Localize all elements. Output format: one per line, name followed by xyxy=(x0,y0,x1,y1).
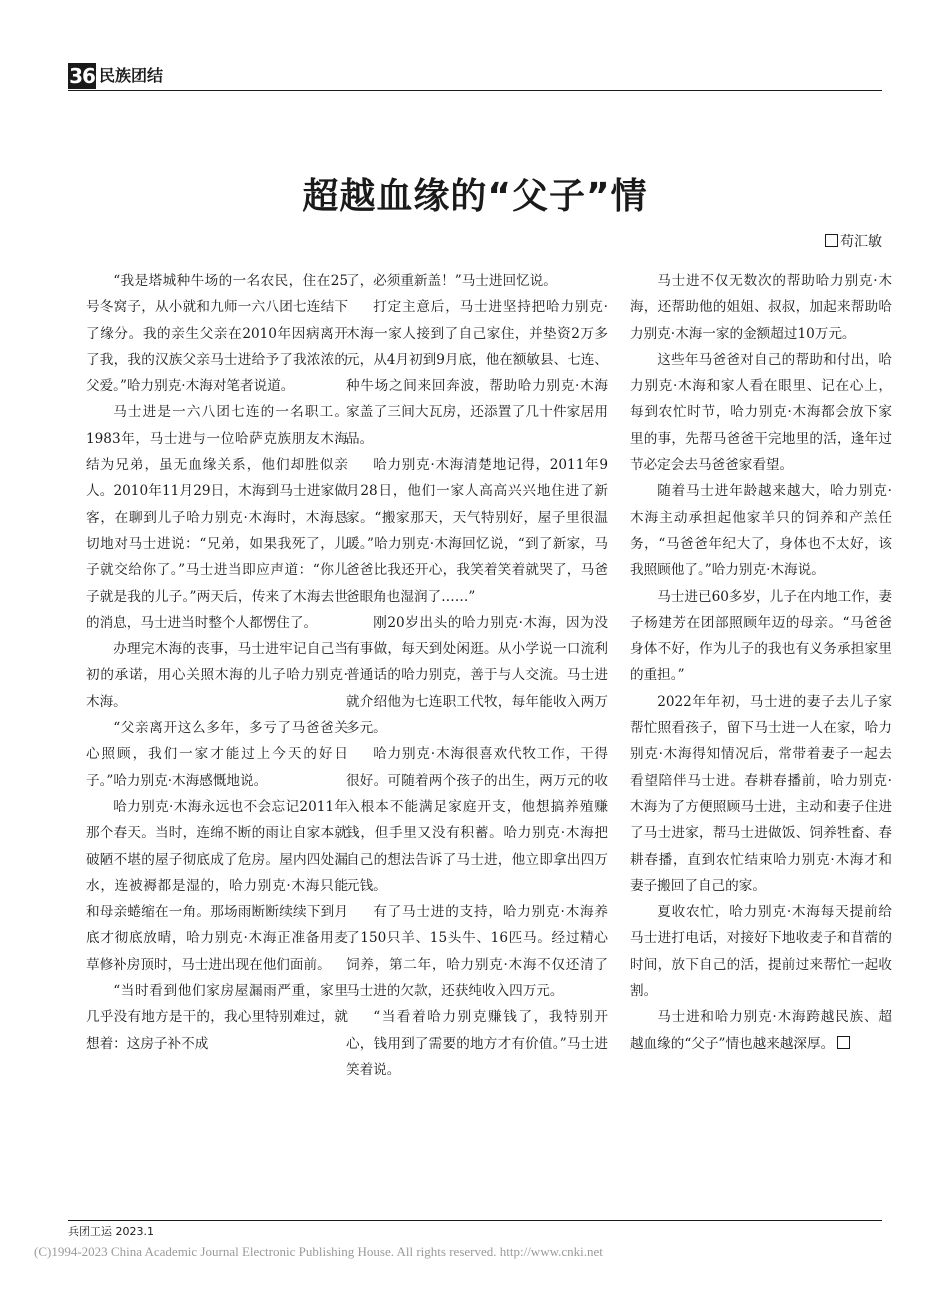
paragraph: 随着马士进年龄越来越大，哈力别克·木海主动承担起他家羊只的饲养和产羔任务，“马爸爸年纪大了，身体也不太好，该我照顾他了。”哈力别克·木海说。 xyxy=(630,483,892,579)
paragraph: 哈力别克·木海清楚地记得，2011年9月28日，他们一家人高高兴兴地住进了新家。“搬家那天，天气特别好，屋子里很温暖。”哈力别克·木海回忆说，“到了新家，马爸爸比我还开心，我笑着笑着就哭了，马爸爸眼角也湿润了……” xyxy=(346,457,608,605)
header-divider xyxy=(68,90,882,91)
paragraph-text: 马士进和哈力别克·木海跨越民族、超越血缘的“父子”情也越来越深厚。 xyxy=(630,1009,892,1052)
paragraph: 马士进是一六八团七连的一名职工。1983年，马士进与一位哈萨克族朋友木海结为兄弟，虽无血缘关系，他们却胜似亲人。2010年11月29日，木海到马士进家做客，在聊到儿子哈力别克·木海时，木海恳切地对马士进说：“兄弟，如果我死了，儿子就交给你了。”马士进当即应声道：“你儿子就是我的儿子。”两天后，传来了木海去世的消息，马士进当时整个人都愣住了。 xyxy=(86,404,348,631)
paragraph: 马士进不仅无数次的帮助哈力别克·木海，还帮助他的姐姐、叔叔，加起来帮助哈力别克·木海一家的金额超过10万元。 xyxy=(630,273,892,342)
article-column-3 xyxy=(630,268,892,1057)
author-byline xyxy=(825,231,882,251)
journal-footer: 兵团工运 2023.1 xyxy=(68,1225,154,1238)
copyright-watermark: (C)1994-2023 China Academic Journal Electronic Publishing House. All rights reserved. http://www.cnki.net xyxy=(34,1244,603,1259)
author-name: 苟汇敏 xyxy=(840,234,882,250)
article-column-2 xyxy=(346,268,608,1083)
end-mark-icon xyxy=(837,1036,850,1049)
paragraph: 夏收农忙，哈力别克·木海每天提前给马士进打电话，对接好下地收麦子和苜蓿的时间，放下自己的活，提前过来帮忙一起收割。 xyxy=(630,904,892,1000)
author-box-icon xyxy=(825,234,838,247)
paragraph: “当时看到他们家房屋漏雨严重，家里几乎没有地方是干的，我心里特别难过，就想着：这房子补不成 xyxy=(86,983,348,1052)
section-title: 民族团结 xyxy=(99,66,164,85)
paragraph: 2022年年初，马士进的妻子去儿子家帮忙照看孩子，留下马士进一人在家，哈力别克·木海得知情况后，常带着妻子一起去看望陪伴马士进。春耕春播前，哈力别克·木海为了方便照顾马士进，主动和妻子住进了马士进家，帮马士进做饭、饲养牲畜、春耕春播，直到农忙结束哈力别克·木海才和妻子搬回了自己的家。 xyxy=(630,693,892,894)
paragraph: “当看着哈力别克赚钱了，我特别开心，钱用到了需要的地方才有价值。”马士进笑着说。 xyxy=(346,1009,608,1078)
paragraph: 刚20岁出头的哈力别克·木海，因为没有事做，每天到处闲逛。从小学说一口流利普通话的哈力别克，善于与人交流。马士进就介绍他为七连职工代牧，每年能收入两万多元。 xyxy=(346,614,608,737)
paragraph: 打定主意后，马士进坚持把哈力别克·木海一家人接到了自己家住，并垫资2万多元，从4月初到9月底，他在额敏县、七连、种牛场之间来回奔波，帮助哈力别克·木海家盖了三间大瓦房，还添置了几十件家居用品。 xyxy=(346,299,608,447)
paragraph: 这些年马爸爸对自己的帮助和付出，哈力别克·木海和家人看在眼里、记在心上，每到农忙时节，哈力别克·木海都会放下家里的事，先帮马爸爸干完地里的活，逢年过节必定会去马爸爸家看望。 xyxy=(630,351,892,474)
paragraph-final xyxy=(630,1004,892,1057)
paragraph-continuation: 了，必须重新盖！”马士进回忆说。 xyxy=(346,273,557,289)
page-header xyxy=(68,63,882,89)
paragraph: 马士进已60多岁，儿子在内地工作，妻子杨建芳在团部照顾年迈的母亲。“马爸爸身体不好，作为儿子的我也有义务承担家里的重担。” xyxy=(630,588,892,684)
footer-divider xyxy=(68,1220,882,1221)
page-number: 36 xyxy=(69,64,95,88)
paragraph: 哈力别克·木海永远也不会忘记2011年那个春天。当时，连绵不断的雨让自家本就破陋不堪的屋子彻底成了危房。屋内四处漏水，连被褥都是湿的，哈力别克·木海只能和母亲蜷缩在一角。那场雨断断续续下到月底才彻底放晴，哈力别克·木海正准备用麦草修补房顶时，马士进出现在他们面前。 xyxy=(86,798,348,973)
paragraph: 哈力别克·木海很喜欢代牧工作，干得很好。可随着两个孩子的出生，两万元的收入根本不能满足家庭开支，他想搞养殖赚钱，但手里又没有积蓄。哈力别克·木海把自己的想法告诉了马士进，他立即拿出四万元钱。 xyxy=(346,746,608,894)
paragraph: “我是塔城种牛场的一名农民，住在25号冬窝子，从小就和九师一六八团七连结下了缘分。我的亲生父亲在2010年因病离开了我，我的汉族父亲马士进给予了我浓浓的父爱。”哈力别克·木海对笔者说道。 xyxy=(86,273,348,395)
paragraph: “父亲离开这么多年，多亏了马爸爸关心照顾，我们一家才能过上今天的好日子。”哈力别克·木海感慨地说。 xyxy=(86,720,348,789)
article-title: 超越血缘的“父子”情 xyxy=(302,176,648,217)
article-column-1 xyxy=(86,268,348,1057)
paragraph: 办理完木海的丧事，马士进牢记自己当初的承诺，用心关照木海的儿子哈力别克·木海。 xyxy=(86,641,348,710)
paragraph: 有了马士进的支持，哈力别克·木海养了150只羊、15头牛、16匹马。经过精心饲养，第二年，哈力别克·木海不仅还清了马士进的欠款，还获纯收入四万元。 xyxy=(346,904,608,1000)
